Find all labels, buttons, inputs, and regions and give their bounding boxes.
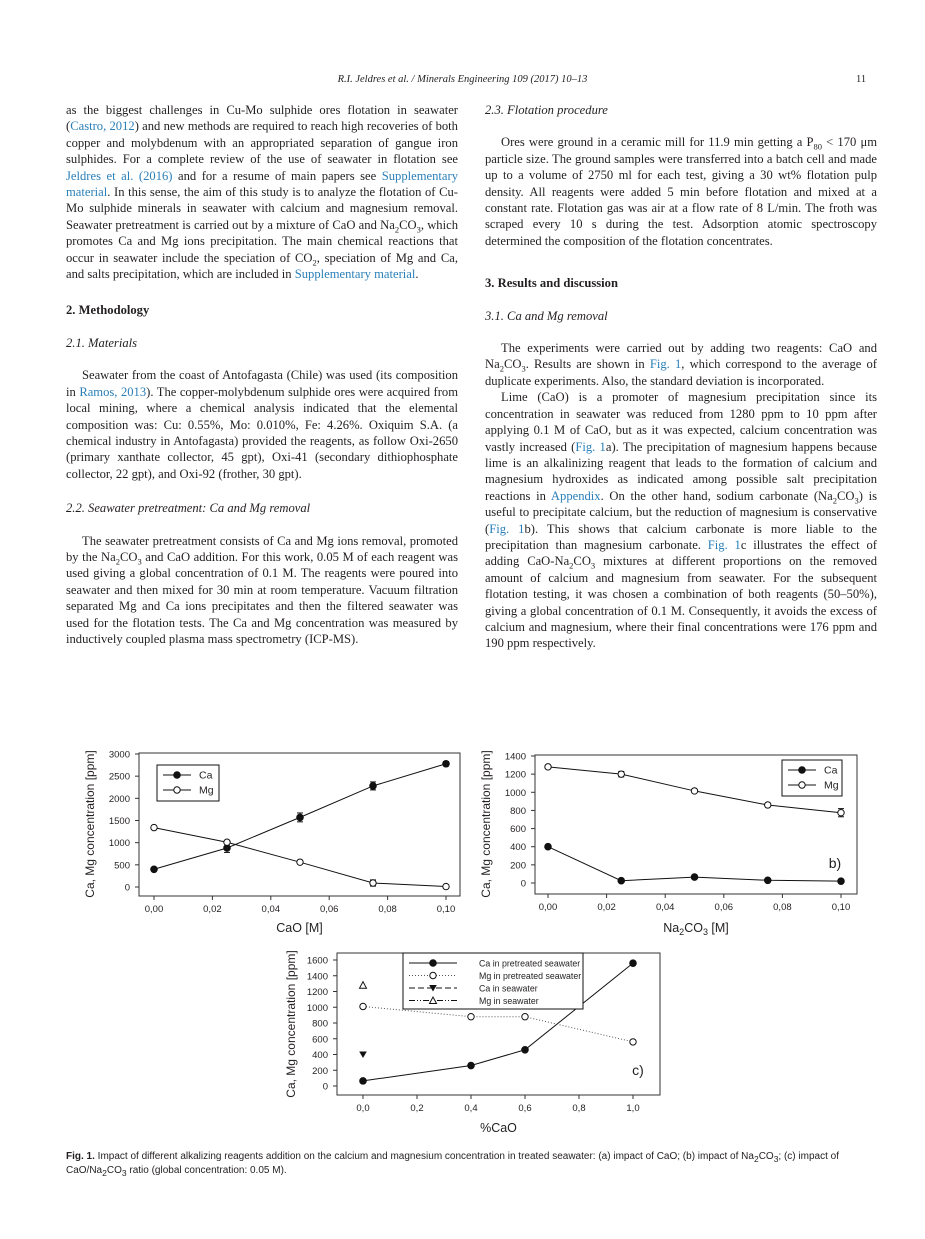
x-axis-label: %CaO — [480, 1121, 517, 1135]
chart-panel-c — [284, 950, 660, 1135]
y-tick-label: 1000 — [504, 787, 526, 799]
chart-panel-a — [83, 750, 460, 936]
y-axis-label: Ca, Mg concentration [ppm] — [479, 750, 493, 898]
figure-link[interactable]: Fig. 1 — [707, 537, 741, 552]
citation-link[interactable]: Ramos, 2013 — [79, 384, 147, 399]
y-tick-label: 1400 — [306, 971, 328, 983]
subsection-heading: 2.2. Seawater pretreatment: Ca and Mg removal — [66, 501, 311, 516]
legend-entry: Ca — [199, 769, 213, 782]
x-axis-label: $Na_2CO_3$ [M] — [663, 921, 729, 937]
y-tick-label: 0 — [322, 1081, 328, 1093]
legend-entry: Mg in seawater — [479, 996, 539, 1006]
x-tick-label: 0,6 — [518, 1103, 532, 1114]
subsection-heading: 3.1. Ca and Mg removal — [485, 308, 608, 323]
results-paragraph-2: Lime (CaO) is a promoter of magnesium precipitation since its concentration in seawater was reduced from 1280 ppm to 10 ppm after applying 0.1 M of CaO, but as it was expected, calcium concentration was vastly increased (Fig. 1a). The precipitation of magnesium happens because lime is an alkalinizing reagent that leads to the formation of calcium and magnesium hydroxides as indicated among possible salt precipitation reactions in Appendix. On the other hand, sodium carbonate $(Na_2CO_3)$ is useful to precipitate calcium, but the reduction of magnesium is conservative (Fig. 1b). This shows that calcium carbonate is more liable to the precipitation than magnesium carbonate. Fig. 1c illustrates the effect of adding CaO-$Na_2CO_3$ mixtures at different proportions on the removed amount of calcium and magnesium from seawater. For the subsequent flotation testing, it was chosen a combination of both reagents (50–50%), giving a global concentration of 0.1 M. Consequently, it avoids the excess of calcium and magnesium, where their final concentrations were 176 ppm and 190 ppm respectively. — [485, 390, 878, 651]
subsection-heading: 2.3. Flotation procedure — [485, 103, 608, 117]
flotation-paragraph: Ores were ground in a ceramic mill for 11.9 min getting a $P_{80} < 170$ μm particle size. The ground samples were transferred into a batch cell and made up to a volume of 2750 ml for each test, giving a 30 wt% flotation pulp density. All reagents were added 5 min before flotation and mixed at a constant rate. Flotation gas was air at a flow rate of 8 L/min. The froth was scraped every 10 s during the test. Adsorption atomic spectroscopy determined the composition of the flotation concentrates. — [485, 135, 877, 248]
appendix-link[interactable]: Appendix — [550, 488, 601, 503]
supplementary-link[interactable]: Supplementary material — [294, 267, 416, 282]
citation-link[interactable]: Jeldres et al. (2016) — [66, 168, 173, 183]
x-tick-label: 0,10 — [831, 902, 851, 913]
y-tick-label: 1200 — [306, 987, 328, 998]
y-tick-label: 2500 — [108, 771, 130, 783]
y-tick-label: 0 — [520, 878, 526, 890]
x-tick-label: 0,0 — [356, 1103, 370, 1114]
x-tick-label: 0,06 — [714, 902, 734, 913]
legend-entry: Ca in seawater — [479, 983, 538, 994]
running-head: R.I. Jeldres et al. / Minerals Engineering 109 (2017) 10–13 — [337, 74, 588, 85]
x-tick-label: 0,06 — [319, 904, 339, 915]
series-ca — [545, 843, 845, 884]
x-tick-label: 1,0 — [626, 1103, 640, 1114]
x-tick-label: 0,04 — [261, 904, 281, 915]
figure-caption: Fig. 1. Impact of different alkalizing reagents addition on the calcium and magnesium concentration in treated seawater: (a) impact of CaO; (b) impact of $Na_2CO_3$; (c) impact of CaO/$Na_2CO_3$ ratio (global concentration: 0.05 M). — [66, 1151, 839, 1178]
y-tick-label: 1400 — [504, 751, 526, 763]
x-tick-label: 0,02 — [203, 904, 222, 915]
x-tick-label: 0,00 — [144, 904, 164, 915]
x-tick-label: 0,04 — [655, 902, 675, 913]
chart-legend — [782, 760, 842, 796]
y-tick-label: 1000 — [108, 838, 130, 850]
figure-link[interactable]: Fig. 1 — [649, 357, 682, 372]
y-tick-label: 800 — [312, 1018, 328, 1030]
y-tick-label: 1500 — [108, 816, 130, 827]
figure-link[interactable]: Fig. 1 — [575, 439, 606, 454]
x-tick-label: 0,4 — [464, 1103, 478, 1114]
x-tick-label: 0,02 — [597, 902, 616, 913]
series-mg-in-seawater — [360, 982, 367, 989]
results-paragraph-1: The experiments were carried out by adding two reagents: CaO and $Na_2CO_3$. Results are shown in Fig. 1, which correspond to the average of duplicate experiments. Also, the standard deviation is incorporated. — [485, 341, 877, 388]
y-tick-label: 1600 — [306, 955, 328, 967]
x-tick-label: 0,00 — [538, 902, 558, 913]
y-tick-label: 200 — [312, 1065, 328, 1077]
y-axis-label: Ca, Mg concentration [ppm] — [83, 750, 97, 898]
y-tick-label: 1000 — [306, 1002, 328, 1014]
x-tick-label: 0,08 — [378, 904, 397, 915]
y-tick-label: 400 — [510, 842, 526, 854]
series-mg-in-pretreated-seawater — [360, 1003, 636, 1045]
panel-label: b) — [828, 855, 842, 871]
section-heading: 3. Results and discussion — [485, 276, 618, 291]
section-heading: 2. Methodology — [66, 303, 150, 318]
y-tick-label: 2000 — [108, 793, 130, 805]
legend-entry: Ca in pretreated seawater — [479, 958, 581, 969]
y-tick-label: 400 — [312, 1050, 328, 1061]
y-tick-label: 500 — [114, 860, 130, 872]
chart-legend — [403, 953, 583, 1009]
legend-entry: Mg — [199, 784, 214, 797]
y-tick-label: 1200 — [504, 769, 526, 781]
x-axis-label: CaO [M] — [276, 921, 323, 935]
chart-legend — [157, 765, 219, 801]
x-tick-label: 0,2 — [410, 1103, 424, 1114]
y-tick-label: 800 — [510, 805, 526, 817]
y-tick-label: 0 — [124, 882, 130, 894]
y-tick-label: 600 — [510, 824, 526, 836]
citation-link[interactable]: Castro, 2012 — [70, 119, 135, 134]
x-tick-label: 0,08 — [773, 902, 792, 913]
pretreatment-paragraph: The seawater pretreatment consists of Ca and Mg ions removal, promoted by the $Na_2CO_3$ and CaO addition. For this work, 0.05 M of each reagent was used giving a global concentration of 0.1 M. The reagents were poured into seawater and then mixed for 30 min at room temperature. Vacuum filtration separated Mg and Ca ions precipitates and then the filtered seawater was used for the flotation tests. The Ca and Mg concentration was measured by inductively coupled plasma mass spectrometry (ICP-MS). — [66, 533, 458, 646]
y-tick-label: 3000 — [108, 749, 130, 761]
series-ca-in-seawater — [359, 1052, 367, 1059]
legend-entry: Mg — [824, 779, 839, 792]
figure-link[interactable]: Fig. 1 — [489, 521, 525, 536]
y-tick-label: 600 — [312, 1034, 328, 1046]
panel-label: c) — [632, 1062, 644, 1078]
legend-entry: Mg in pretreated seawater — [479, 971, 582, 981]
x-tick-label: 0,10 — [436, 904, 456, 915]
legend-entry: Ca — [824, 764, 838, 777]
y-tick-label: 200 — [510, 860, 526, 872]
supplementary-link[interactable]: Supplementary material — [66, 168, 458, 200]
page-number: 11 — [856, 74, 867, 85]
y-axis-label: Ca, Mg concentration [ppm] — [284, 950, 298, 1098]
x-tick-label: 0,8 — [572, 1103, 586, 1114]
chart-panel-b — [479, 750, 857, 937]
materials-paragraph: Seawater from the coast of Antofagasta (Chile) was used (its composition in Ramos, 2013). The copper-molybdenum sulphide ores were acquired from local mining, where a chemical analysis indicated that the elemental composition was: Cu: 0.55%, Mo: 0.010%, Fe: 4.26%. Oxiquim S.A. (a chemical industry in Antofagasta) provided the reagents, as follow Oxi-2650 (primary xanthate collector, 45 gpt), Oxi-41 (secondary dithiophosphate collector, 22 gpt), and Oxi-92 (frother, 30 gpt). — [66, 368, 459, 481]
intro-paragraph: as the biggest challenges in Cu-Mo sulphide ores flotation in seawater (Castro, 2012) and new methods are required to reach high recoveries of both copper and molybdenum with an appropriated separation of gangue iron sulphides. For a complete review of the use of seawater in flotation see Jeldres et al. (2016) and for a resume of main papers see Supplementary material. In this sense, the aim of this study is to analyze the flotation of Cu-Mo sulphide minerals in seawater with calcium and magnesium removal. Seawater pretreatment is carried out by a mixture of CaO and $Na_2CO_3$, which promotes Ca and Mg ions precipitation. The main chemical reactions that occur in seawater include the speciation of $CO_2$, speciation of Mg and Ca, and salts precipitation, which are included in Supplementary material. — [66, 103, 458, 282]
subsection-heading: 2.1. Materials — [66, 335, 138, 350]
